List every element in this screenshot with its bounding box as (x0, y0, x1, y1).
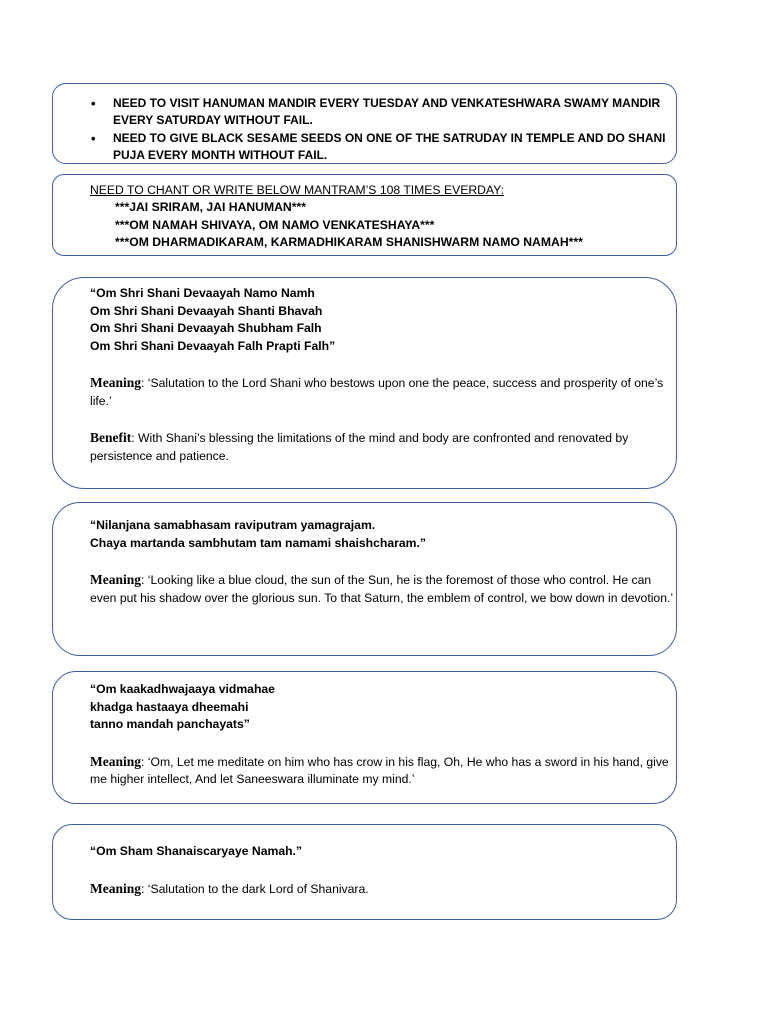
verse-line: Om Shri Shani Devaayah Shubham Falh (90, 321, 322, 335)
verse-line: Om Shri Shani Devaayah Falh Prapti Falh” (90, 338, 336, 353)
benefit-label: Benefit (90, 430, 132, 445)
meaning-paragraph (90, 880, 675, 899)
verse-content (90, 681, 675, 789)
instruction-item (91, 130, 673, 165)
verse-line: “Nilanjana samabhasam raviputram yamagrajam. (90, 518, 376, 532)
verse-text (90, 517, 675, 552)
instruction-text: NEED TO GIVE BLACK SESAME SEEDS ON ONE OF THE SATRUDAY IN TEMPLE AND DO SHANI PUJA EVERY MONTH WITHOUT FAIL. (113, 130, 666, 162)
verse-card (52, 671, 677, 804)
meaning-text: : ‘Salutation to the dark Lord of Shanivara. (141, 881, 369, 896)
meaning-label: Meaning (90, 880, 142, 896)
meaning-label: Meaning (90, 753, 142, 769)
instructions-box (52, 83, 677, 164)
mantra-line: ***OM DHARMADIKARAM, KARMADHIKARAM SHANISHWARM NAMO NAMAH*** (115, 235, 583, 249)
instructions-list (91, 95, 673, 164)
chant-box (52, 174, 677, 256)
meaning-paragraph (90, 374, 675, 410)
verse-line: tanno mandah panchayats” (90, 717, 250, 731)
meaning-text: : ‘Om, Let me meditate on him who has crow in his flag, Oh, He who has a sword in his hand, give me higher intellect, And let Saneeswara illuminate my mind.’ (90, 754, 669, 786)
verse-text (90, 843, 675, 861)
bullet-icon: • (91, 96, 96, 111)
mantra-line: ***JAI SRIRAM, JAI HANUMAN*** (115, 200, 306, 214)
verse-content (90, 843, 675, 898)
meaning-label: Meaning (90, 375, 142, 390)
verse-card (52, 502, 677, 656)
instruction-text: NEED TO VISIT HANUMAN MANDIR EVERY TUESDAY AND VENKATESHWARA SWAMY MANDIR EVERY SATURDAY WITHOUT FAIL. (113, 96, 661, 128)
meaning-text: : ‘Looking like a blue cloud, the sun of the Sun, he is the foremost of those who control. He can even put his shadow over the glorious sun. To that Saturn, the emblem of control, we bow down in devotion.’ (90, 573, 674, 605)
verse-line: “Om Sham Shanaiscaryaye Namah.” (90, 844, 303, 858)
verse-text (90, 285, 675, 355)
benefit-text: : With Shani’s blessing the limitations of the mind and body are confronted and renovated by persistence and patience. (90, 431, 629, 463)
verse-line: Om Shri Shani Devaayah Shanti Bhavah (90, 303, 323, 318)
verse-line: Chaya martanda sambhutam tam namami shaishcharam.” (90, 535, 426, 550)
verse-line: khadga hastaaya dheemahi (90, 699, 249, 714)
verse-line: “Om kaakadhwajaaya vidmahae (90, 682, 275, 696)
bullet-icon: • (91, 130, 96, 146)
instruction-item (91, 95, 673, 130)
meaning-text: : ‘Salutation to the Lord Shani who bestows upon one the peace, success and prosperity of one’s life.’ (90, 376, 664, 408)
verse-line: “Om Shri Shani Devaayah Namo Namh (90, 286, 315, 300)
meaning-label: Meaning (90, 572, 142, 587)
verse-content (90, 517, 675, 607)
mantra-list (115, 199, 583, 252)
meaning-paragraph (90, 571, 675, 607)
verse-text (90, 681, 675, 734)
verse-content (90, 285, 675, 465)
benefit-paragraph (90, 429, 675, 465)
mantra-line: ***OM NAMAH SHIVAYA, OM NAMO VENKATESHAYA*** (115, 217, 435, 232)
verse-card (52, 277, 677, 489)
meaning-paragraph (90, 753, 675, 789)
verse-card (52, 824, 677, 920)
chant-heading: NEED TO CHANT OR WRITE BELOW MANTRAM’S 108 TIMES EVERDAY: (90, 183, 504, 197)
